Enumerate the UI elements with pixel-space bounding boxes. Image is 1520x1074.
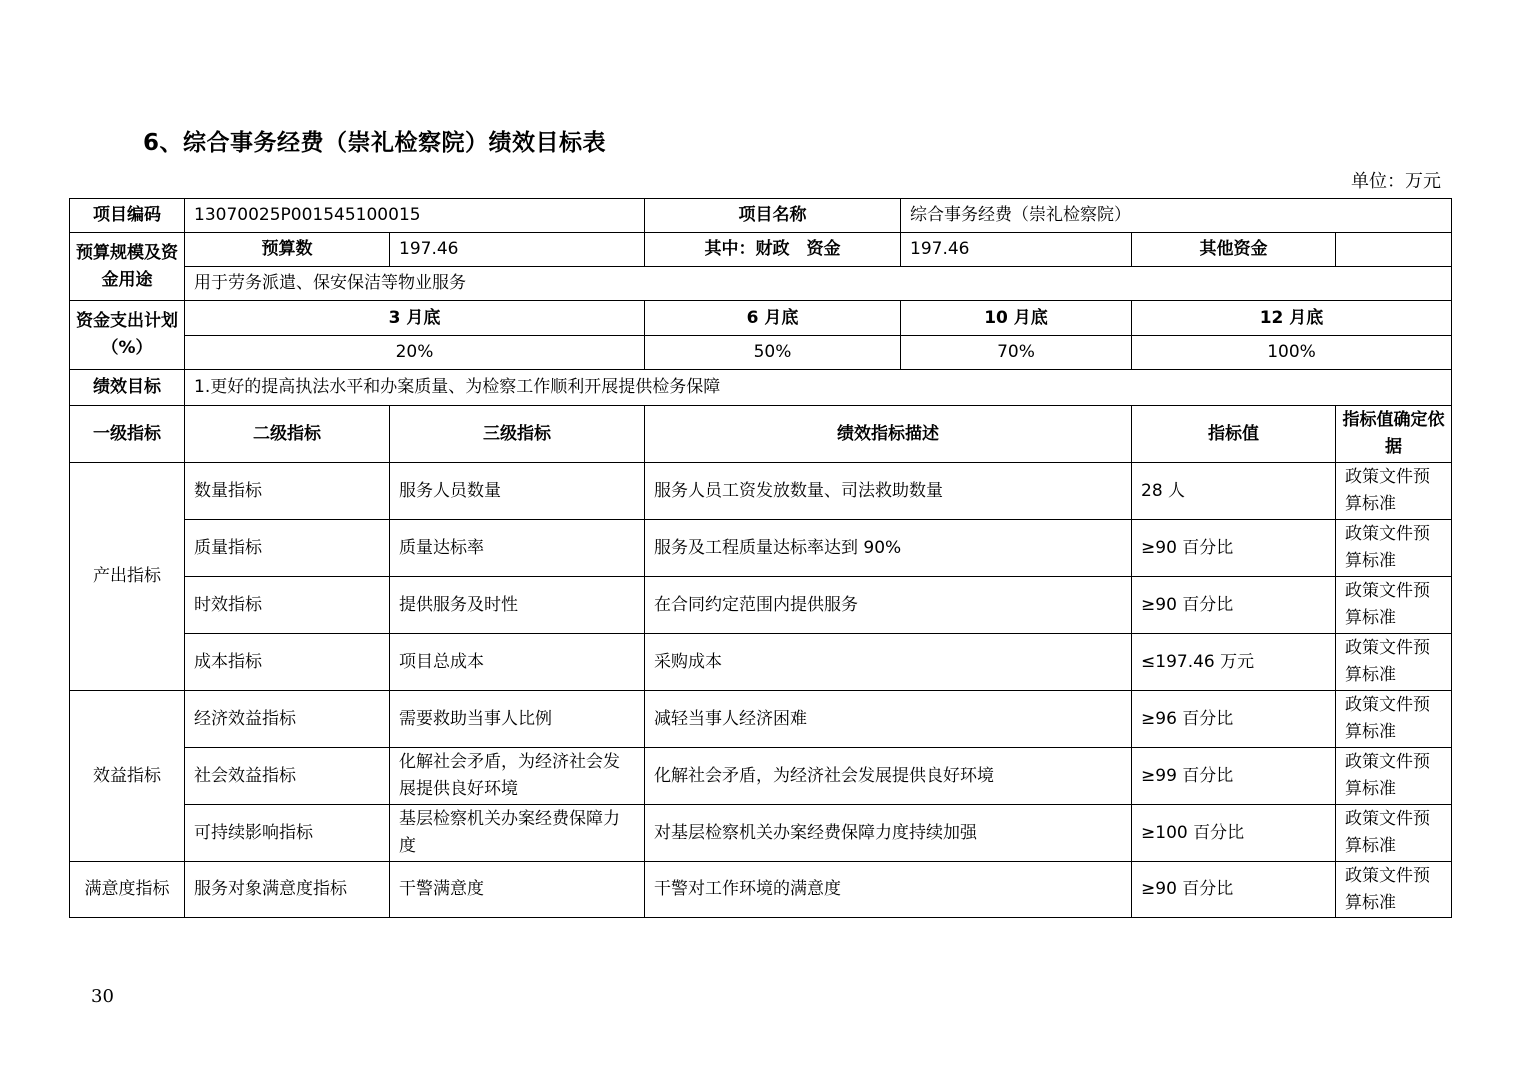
period-label: 3 月底 <box>185 301 645 336</box>
level3-indicator: 基层检察机关办案经费保障力度 <box>390 805 645 862</box>
level2-indicator: 社会效益指标 <box>185 748 390 805</box>
column-header: 绩效指标描述 <box>645 406 1132 463</box>
indicator-description: 服务人员工资发放数量、司法救助数量 <box>645 463 1132 520</box>
indicator-basis: 政策文件预算标准 <box>1336 634 1452 691</box>
indicator-value: ≥99 百分比 <box>1132 748 1336 805</box>
unit-label: 单位：万元 <box>1351 171 1441 192</box>
project-code-value: 13070025P001545100015 <box>185 199 645 233</box>
table-row <box>70 862 1452 918</box>
level2-indicator: 时效指标 <box>185 577 390 634</box>
indicator-value: ≥100 百分比 <box>1132 805 1336 862</box>
project-name-label: 项目名称 <box>645 199 901 233</box>
level1-indicator: 满意度指标 <box>70 862 185 918</box>
indicator-value: 28 人 <box>1132 463 1336 520</box>
indicator-basis: 政策文件预算标准 <box>1336 748 1452 805</box>
fiscal-funds-label: 其中：财政 资金 <box>645 233 901 267</box>
table-row <box>70 577 1452 634</box>
table-row <box>70 805 1452 862</box>
level3-indicator: 需要救助当事人比例 <box>390 691 645 748</box>
indicator-basis: 政策文件预算标准 <box>1336 520 1452 577</box>
budget-amount-label: 预算数 <box>185 233 390 267</box>
period-value: 100% <box>1132 336 1452 370</box>
indicator-description: 在合同约定范围内提供服务 <box>645 577 1132 634</box>
indicator-value: ≥90 百分比 <box>1132 862 1336 918</box>
indicator-description: 对基层检察机关办案经费保障力度持续加强 <box>645 805 1132 862</box>
fiscal-funds-value: 197.46 <box>901 233 1132 267</box>
table-row <box>70 634 1452 691</box>
budget-row <box>70 233 1452 267</box>
goal-label: 绩效目标 <box>70 370 185 406</box>
spending-plan-header-row <box>70 301 1452 336</box>
level1-indicator: 效益指标 <box>70 691 185 862</box>
indicator-basis: 政策文件预算标准 <box>1336 691 1452 748</box>
period-value: 70% <box>901 336 1132 370</box>
table-row <box>70 520 1452 577</box>
level3-indicator: 质量达标率 <box>390 520 645 577</box>
goal-value: 1.更好的提高执法水平和办案质量、为检察工作顺利开展提供检务保障 <box>185 370 1452 406</box>
level3-indicator: 项目总成本 <box>390 634 645 691</box>
indicator-basis: 政策文件预算标准 <box>1336 577 1452 634</box>
indicator-description: 减轻当事人经济困难 <box>645 691 1132 748</box>
indicator-header-row <box>70 406 1452 463</box>
budget-label: 预算规模及资金用途 <box>70 233 185 301</box>
level3-indicator: 提供服务及时性 <box>390 577 645 634</box>
level2-indicator: 成本指标 <box>185 634 390 691</box>
level2-indicator: 经济效益指标 <box>185 691 390 748</box>
indicator-basis: 政策文件预算标准 <box>1336 862 1452 918</box>
level2-indicator: 服务对象满意度指标 <box>185 862 390 918</box>
period-label: 6 月底 <box>645 301 901 336</box>
indicator-value: ≥90 百分比 <box>1132 520 1336 577</box>
column-header: 二级指标 <box>185 406 390 463</box>
other-funds-label: 其他资金 <box>1132 233 1336 267</box>
column-header: 指标值 <box>1132 406 1336 463</box>
goal-row <box>70 370 1452 406</box>
project-row <box>70 199 1452 233</box>
funds-usage: 用于劳务派遣、保安保洁等物业服务 <box>185 267 1452 301</box>
period-value: 50% <box>645 336 901 370</box>
indicator-description: 干警对工作环境的满意度 <box>645 862 1132 918</box>
page-number: 30 <box>91 986 114 1007</box>
period-label: 10 月底 <box>901 301 1132 336</box>
period-value: 20% <box>185 336 645 370</box>
column-header: 三级指标 <box>390 406 645 463</box>
period-label: 12 月底 <box>1132 301 1452 336</box>
other-funds-value <box>1336 233 1452 267</box>
column-header: 一级指标 <box>70 406 185 463</box>
indicator-value: ≥96 百分比 <box>1132 691 1336 748</box>
level2-indicator: 质量指标 <box>185 520 390 577</box>
level2-indicator: 可持续影响指标 <box>185 805 390 862</box>
spending-plan-label: 资金支出计划（%） <box>70 301 185 370</box>
level2-indicator: 数量指标 <box>185 463 390 520</box>
page-title: 6、综合事务经费（崇礼检察院）绩效目标表 <box>143 130 607 156</box>
level3-indicator: 服务人员数量 <box>390 463 645 520</box>
table-row <box>70 748 1452 805</box>
indicator-description: 采购成本 <box>645 634 1132 691</box>
indicator-basis: 政策文件预算标准 <box>1336 463 1452 520</box>
table-row <box>70 463 1452 520</box>
indicator-value: ≥90 百分比 <box>1132 577 1336 634</box>
indicator-description: 化解社会矛盾，为经济社会发展提供良好环境 <box>645 748 1132 805</box>
level3-indicator: 化解社会矛盾，为经济社会发展提供良好环境 <box>390 748 645 805</box>
level1-indicator: 产出指标 <box>70 463 185 691</box>
indicator-value: ≤197.46 万元 <box>1132 634 1336 691</box>
budget-amount-value: 197.46 <box>390 233 645 267</box>
usage-row <box>70 267 1452 301</box>
level3-indicator: 干警满意度 <box>390 862 645 918</box>
project-code-label: 项目编码 <box>70 199 185 233</box>
table-row <box>70 691 1452 748</box>
project-name-value: 综合事务经费（崇礼检察院） <box>901 199 1452 233</box>
column-header: 指标值确定依据 <box>1336 406 1452 463</box>
indicator-basis: 政策文件预算标准 <box>1336 805 1452 862</box>
indicator-description: 服务及工程质量达标率达到 90% <box>645 520 1132 577</box>
performance-target-table <box>69 198 1452 918</box>
spending-plan-value-row <box>70 336 1452 370</box>
